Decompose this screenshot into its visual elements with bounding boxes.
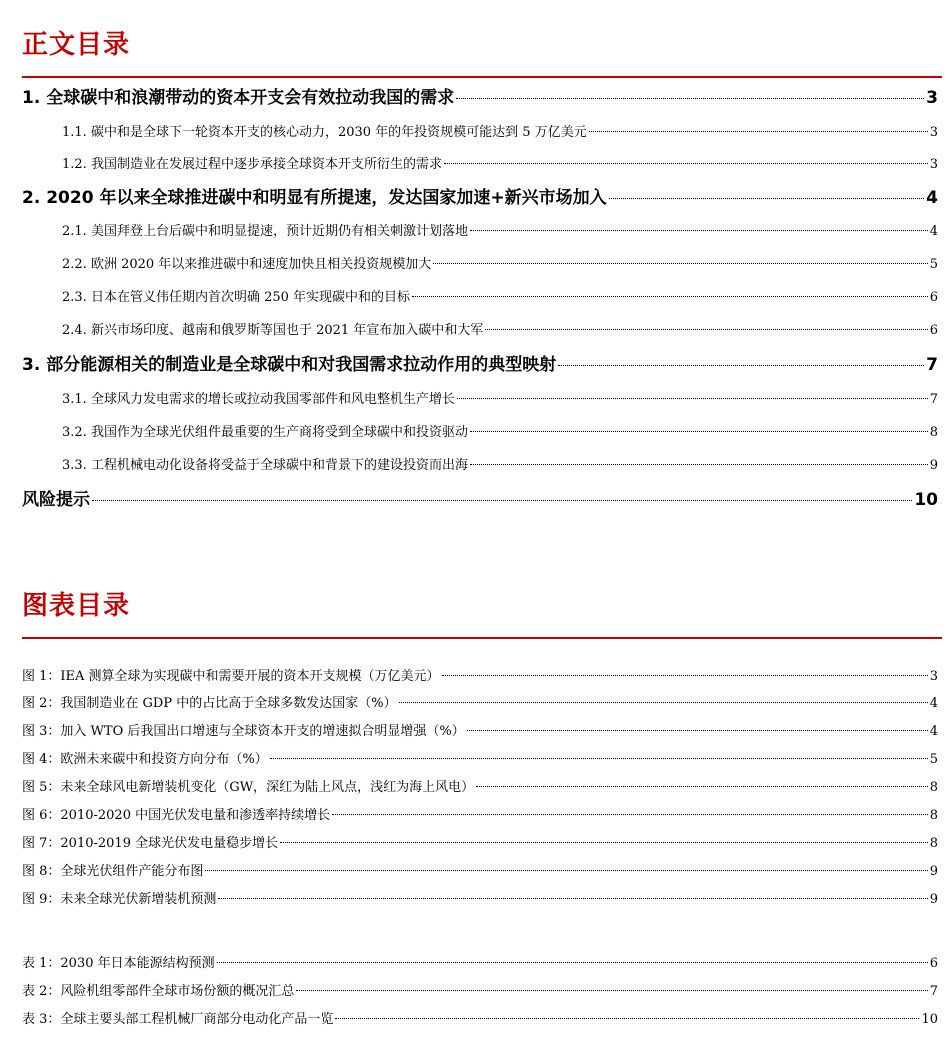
table-entry-label: 表 2： [22,984,61,999]
dot-leader [470,430,928,432]
dot-leader [444,162,928,164]
toc-divider [22,76,942,78]
toc-entry-section[interactable] [62,418,938,448]
dot-leader [205,869,927,871]
table-entry-title: 全球主要头部工程机械厂商部分电动化产品一览 [60,1012,334,1027]
figure-entry-text [22,691,397,717]
toc-entry-text: 3.1. 全球风力发电需求的增长或拉动我国零部件和风电整机生产增长 [62,392,455,407]
figure-entry-page: 8 [929,808,938,823]
toc-entry-text: 2.1. 美国拜登上台后碳中和明显提速，预计近期仍有相关刺激计划落地 [62,224,468,239]
toc-entry-page: 4 [929,224,938,239]
toc-entry-page: 6 [929,323,938,338]
dot-leader [296,989,927,991]
figure-entry-title: 欧洲未来碳中和投资方向分布（%） [60,752,268,767]
dot-leader [218,897,927,899]
toc-entry-text: 2.3. 日本在管义伟任期内首次明确 250 年实现碳中和的目标 [62,290,411,305]
toc-entry-section[interactable] [62,217,938,247]
figure-entry-text [22,887,216,913]
figure-entry-label: 图 1： [22,669,61,684]
dot-leader [589,130,928,132]
figure-entry[interactable] [22,775,938,801]
toc-entry-section[interactable] [62,283,938,313]
figure-entry-title: 全球光伏组件产能分布图 [60,864,204,879]
dot-leader [467,729,928,731]
figure-entry-page: 9 [929,892,938,907]
figure-entry-text [22,664,440,690]
figure-entry-title: 未来全球光伏新增装机预测 [60,892,217,907]
figure-entry[interactable] [22,803,938,829]
toc-entry-page: 3 [929,157,938,172]
toc-entry-chapter[interactable] [22,485,938,515]
toc-entry-section[interactable] [62,250,938,280]
figure-entry-label: 图 6： [22,808,61,823]
figure-entry[interactable] [22,887,938,913]
dot-leader [270,757,928,759]
toc-entry-page: 8 [929,425,938,440]
dot-leader [433,262,927,264]
dot-leader [609,197,924,199]
toc-entry-text: 风险提示 [22,490,90,510]
dot-leader [280,841,928,843]
table-entry[interactable] [22,951,938,977]
toc-entry-page: 10 [914,490,938,510]
toc-entry-page: 3 [926,88,938,108]
figure-entry-text [22,831,278,857]
figure-entry-title: IEA 测算全球为实现碳中和需要开展的资本开支规模（万亿美元） [60,669,440,684]
figure-entry-text [22,719,465,745]
table-entry-label: 表 1： [22,956,61,971]
toc-entry-text: 1.1. 碳中和是全球下一轮资本开支的核心动力，2030 年的年投资规模可能达到 5 万亿美元 [62,125,587,140]
toc-entry-text: 3.2. 我国作为全球光伏组件最重要的生产商将受到全球碳中和投资驱动 [62,425,468,440]
figure-entry-page: 4 [929,696,938,711]
figure-entry[interactable] [22,859,938,885]
figure-entry-title: 我国制造业在 GDP 中的占比高于全球多数发达国家（%） [60,696,397,711]
toc-entry-section[interactable] [62,118,938,148]
figure-entry-page: 5 [929,752,938,767]
figure-entry-page: 9 [929,864,938,879]
figure-entry-text [22,747,268,773]
figure-entry-title: 2010-2019 全球光伏发电量稳步增长 [60,836,279,851]
dot-leader [217,961,928,963]
toc-entry-section[interactable] [62,451,938,481]
figure-entry-title: 2010-2020 中国光伏发电量和渗透率持续增长 [60,808,331,823]
table-entry-page: 6 [929,956,938,971]
dot-leader [335,1017,919,1019]
toc-entry-section[interactable] [62,385,938,415]
table-entry-text [22,1007,333,1033]
dot-leader [470,229,928,231]
toc-entry-text: 3.3. 工程机械电动化设备将受益于全球碳中和背景下的建设投资而出海 [62,458,468,473]
toc-entry-text: 1. 全球碳中和浪潮带动的资本开支会有效拉动我国的需求 [22,88,455,108]
figure-entry[interactable] [22,747,938,773]
toc-entry-text: 2.2. 欧洲 2020 年以来推进碳中和速度加快且相关投资规模加大 [62,257,432,272]
dot-leader [457,397,928,399]
toc-entry-page: 6 [929,290,938,305]
toc-title: 正文目录 [22,30,131,60]
toc-entry-section[interactable] [62,150,938,180]
table-entry-title: 2030 年日本能源结构预测 [60,956,215,971]
figure-entry-label: 图 9： [22,892,61,907]
figure-entry-page: 8 [929,780,938,795]
table-entry[interactable] [22,1007,938,1033]
toc-entry-text: 3. 部分能源相关的制造业是全球碳中和对我国需求拉动作用的典型映射 [22,355,557,375]
toc-entry-text: 1.2. 我国制造业在发展过程中逐步承接全球资本开支所衍生的需求 [62,157,442,172]
dot-leader [412,295,928,297]
figure-entry[interactable] [22,664,938,690]
figure-entry[interactable] [22,831,938,857]
dot-leader [470,463,928,465]
figure-entry-text [22,859,203,885]
dot-leader [92,499,912,501]
figure-entry-label: 图 7： [22,836,61,851]
figure-entry-page: 3 [929,669,938,684]
figure-entry[interactable] [22,719,938,745]
toc-entry-text: 2. 2020 年以来全球推进碳中和明显有所提速，发达国家加速+新兴市场加入 [22,188,607,208]
figure-entry-label: 图 3： [22,724,61,739]
table-entry-label: 表 3： [22,1012,61,1027]
figure-entry-label: 图 8： [22,864,61,879]
toc-entry-chapter[interactable] [22,83,938,113]
figure-entry-label: 图 2： [22,696,61,711]
table-entry-text [22,951,215,977]
figure-index-title: 图表目录 [22,591,131,621]
dot-leader [485,328,927,330]
toc-entry-page: 7 [926,355,938,375]
toc-entry-page: 7 [929,392,938,407]
dot-leader [399,701,928,703]
table-entry[interactable] [22,979,938,1005]
figure-entry-text [22,775,474,801]
figure-entry-label: 图 5： [22,780,61,795]
figure-index-divider [22,637,942,639]
toc-entry-page: 9 [929,458,938,473]
figure-entry[interactable] [22,691,938,717]
figure-entry-title: 加入 WTO 后我国出口增速与全球资本开支的增速拟合明显增强（%） [60,724,465,739]
toc-entry-chapter[interactable] [22,183,938,213]
toc-entry-section[interactable] [62,316,938,346]
table-entry-page: 7 [929,984,938,999]
table-entry-title: 风险机组零部件全球市场份额的概况汇总 [60,984,295,999]
figure-entry-label: 图 4： [22,752,61,767]
figure-entry-page: 8 [929,836,938,851]
figure-entry-text [22,803,330,829]
toc-entry-page: 4 [926,188,938,208]
dot-leader [332,813,928,815]
figure-entry-page: 4 [929,724,938,739]
dot-leader [456,97,924,99]
dot-leader [442,674,928,676]
dot-leader [558,364,924,366]
table-entry-text [22,979,294,1005]
toc-entry-text: 2.4. 新兴市场印度、越南和俄罗斯等国也于 2021 年宣布加入碳中和大军 [62,323,484,338]
figure-entry-title: 未来全球风电新增装机变化（GW，深红为陆上风点，浅红为海上风电） [60,780,475,795]
toc-entry-chapter[interactable] [22,350,938,380]
toc-entry-page: 3 [929,125,938,140]
toc-entry-page: 5 [929,257,938,272]
dot-leader [476,785,928,787]
table-entry-page: 10 [921,1012,938,1027]
